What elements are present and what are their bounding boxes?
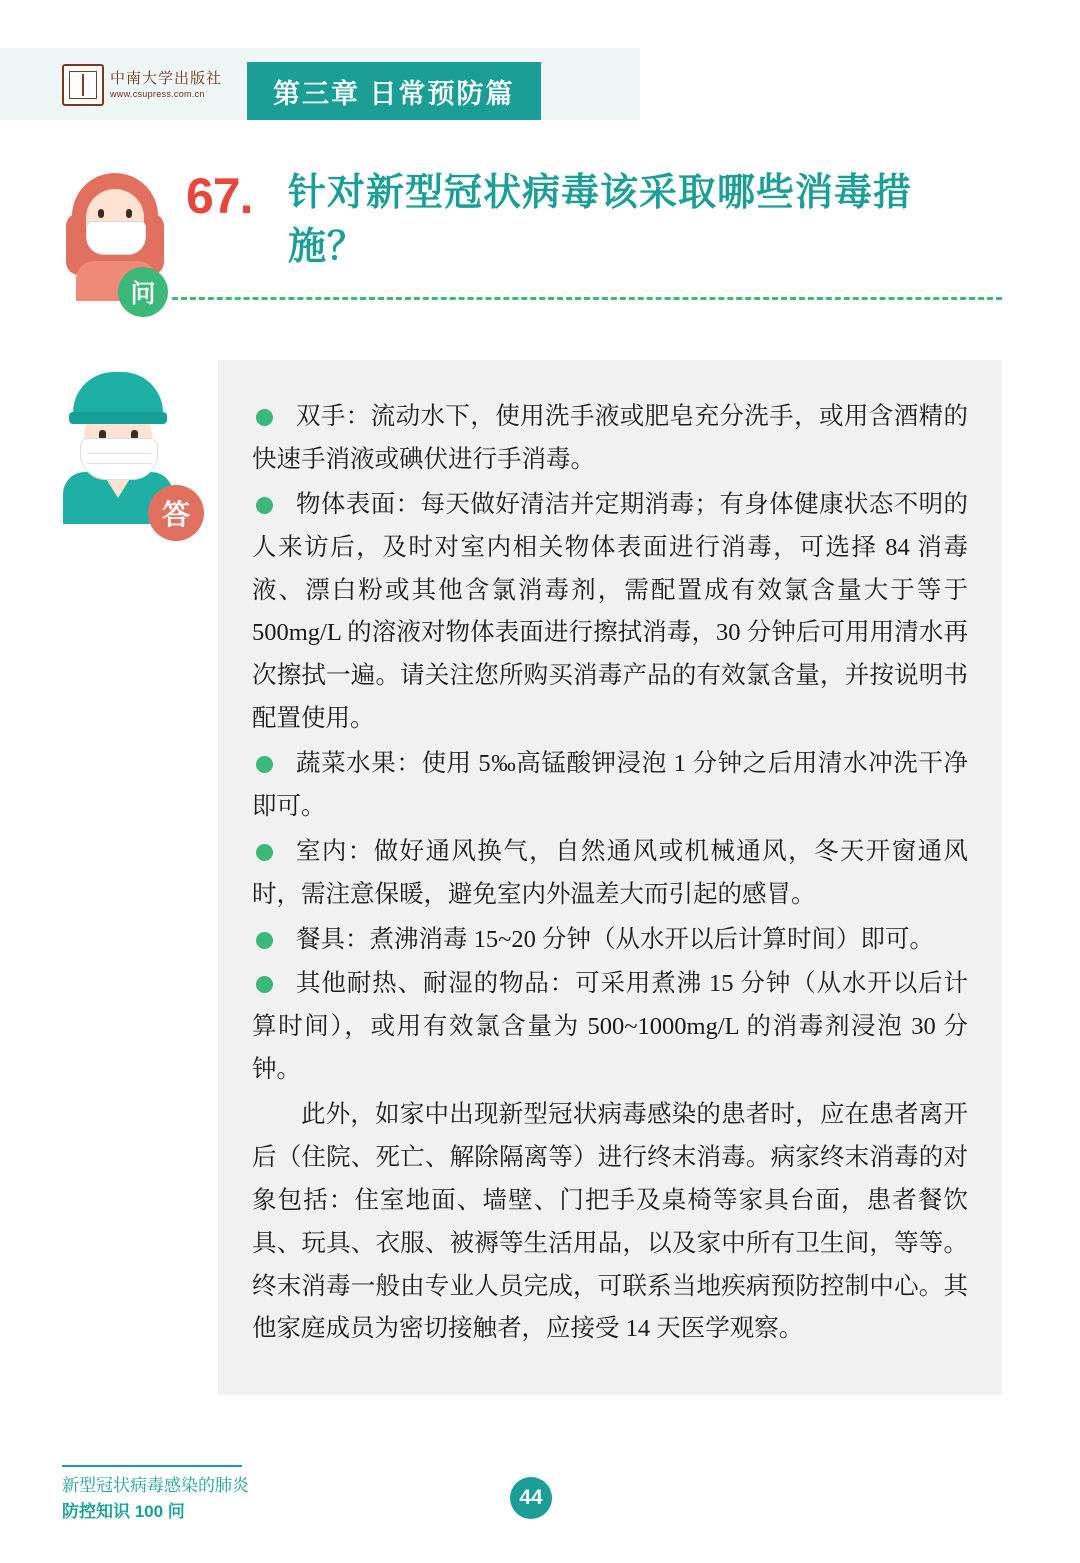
dashed-divider — [172, 297, 1002, 300]
list-item — [252, 396, 968, 482]
page-number: 44 — [510, 1477, 552, 1519]
list-item — [252, 484, 968, 741]
publisher-text — [110, 70, 222, 100]
list-item-text: 蔬菜水果：使用 5‰高锰酸钾浸泡 1 分钟之后用清水冲洗干净即可。 — [252, 750, 968, 820]
question-badge: 问 — [118, 267, 168, 317]
list-item-text: 双手：流动水下，使用洗手液或肥皂充分洗手，或用含酒精的快速手消液或碘伏进行手消毒。 — [252, 403, 968, 473]
bullet-dot-icon — [256, 756, 273, 773]
chapter-tab: 第三章 日常预防篇 — [247, 62, 541, 120]
list-item — [252, 831, 968, 917]
list-item-text: 其他耐热、耐湿的物品：可采用煮沸 15 分钟（从水开以后计算时间），或用有效氯含量为 500~1000mg/L 的消毒剂浸泡 30 分钟。 — [252, 970, 968, 1084]
footer-line-2: 防控知识 100 问 — [62, 1502, 185, 1522]
answer-tail-paragraph: 此外，如家中出现新型冠状病毒感染的患者时，应在患者离开后（住院、死亡、解除隔离等）进行终末消毒。病家终末消毒的对象包括：住室地面、墙壁、门把手及桌椅等家具台面，患者餐饮具、玩具、衣服、被褥等生活用品，以及家中所有卫生间，等等。终末消毒一般由专业人员完成，可联系当地疾病预防控制中心。其他家庭成员为密切接触者，应接受 14 天医学观察。 — [252, 1101, 968, 1343]
question-section — [0, 155, 1080, 325]
publisher-name: 中南大学出版社 — [110, 71, 223, 87]
bullet-dot-icon — [256, 976, 273, 993]
answer-bullet-list — [252, 396, 968, 1092]
page-header — [0, 0, 1080, 140]
footer-rule — [62, 1465, 242, 1467]
list-item-text: 物体表面：每天做好清洁并定期消毒；有身体健康状态不明的人来访后，及时对室内相关物体表面进行消毒，可选择 84 消毒液、漂白粉或其他含氯消毒剂，需配置成有效氯含量大于等于 500mg/L 的溶液对物体表面进行擦拭消毒，30 分钟后可用用清水再次擦拭一遍。请关注您所购买消毒产品的有效氯含量，并按说明书配置使用。 — [252, 490, 968, 733]
list-item — [252, 743, 968, 829]
list-item-text: 餐具：煮沸消毒 15~20 分钟（从水开以后计算时间）即可。 — [296, 925, 935, 953]
answer-badge: 答 — [148, 485, 204, 541]
book-logo-icon — [62, 64, 104, 106]
bullet-dot-icon — [256, 409, 273, 426]
list-item — [252, 963, 968, 1092]
bullet-dot-icon — [256, 497, 273, 514]
page-footer — [0, 1443, 1080, 1563]
bullet-dot-icon — [256, 932, 273, 949]
list-item-text: 室内：做好通风换气，自然通风或机械通风，冬天开窗通风时，需注意保暖，避免室内外温差大而引起的感冒。 — [252, 837, 968, 908]
question-title: 针对新型冠状病毒该采取哪些消毒措施？ — [288, 172, 913, 268]
publisher-logo — [62, 62, 223, 108]
footer-book-title — [62, 1473, 249, 1526]
question-number: 67. — [186, 168, 253, 224]
list-item — [252, 919, 968, 962]
publisher-url: www.csupress.com.cn — [110, 88, 205, 99]
footer-line-1: 新型冠状病毒感染的肺炎 — [62, 1476, 249, 1495]
bullet-dot-icon — [256, 844, 273, 861]
answer-card — [218, 360, 1002, 1395]
